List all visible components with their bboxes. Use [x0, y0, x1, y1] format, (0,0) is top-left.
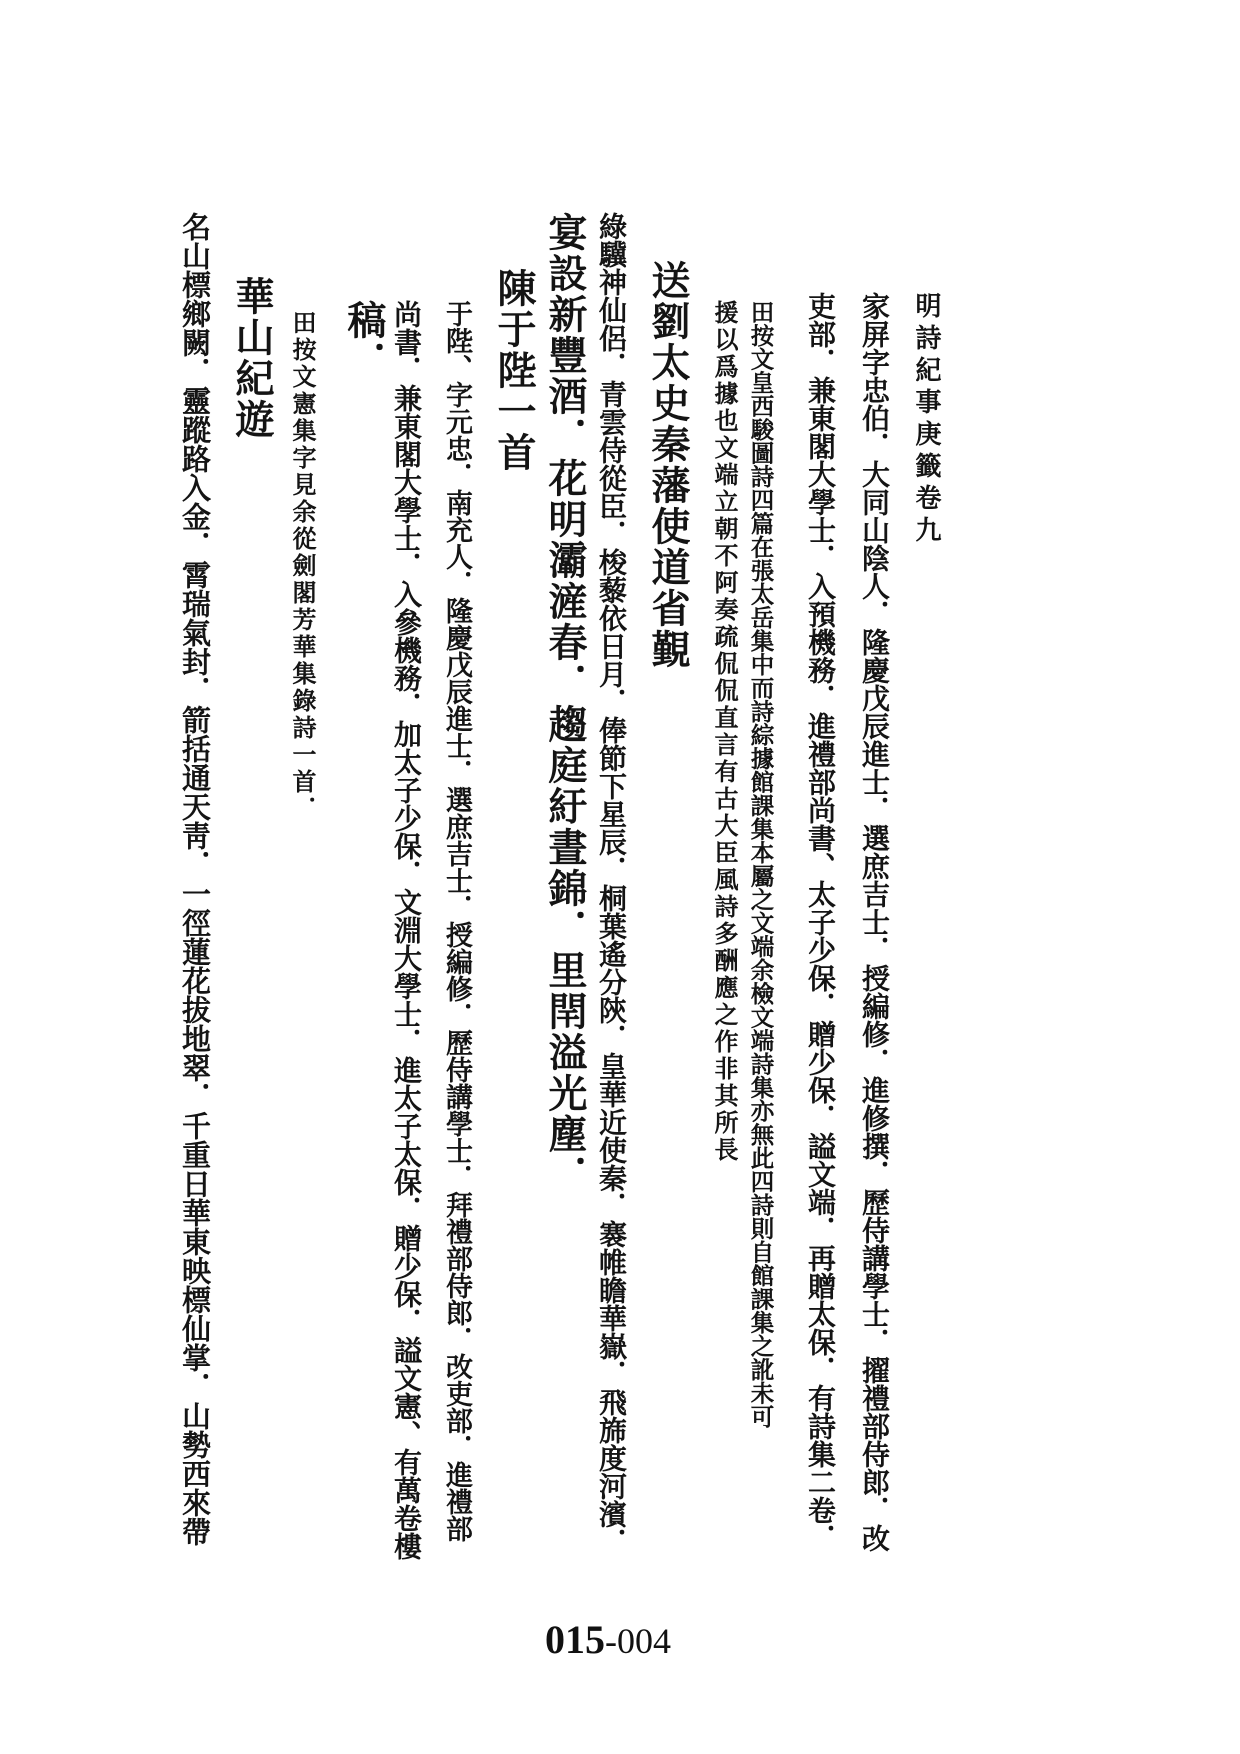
poem-title-2: 華山紀遊	[229, 276, 275, 440]
biography-column-2: 尚書．兼東閣大學士．入參機務．加太子少保．文淵大學士．進太子太保．贈少保．謚文憲、有萬卷樓	[390, 300, 423, 1560]
poem-line-2: 宴設新豐酒．花明灞滻春．趨庭紆晝錦．里閈溢光塵．	[542, 212, 588, 1196]
header-book-title: 明詩紀事	[911, 292, 941, 420]
header-section: 庚籤	[911, 420, 941, 484]
annotation-column-3: 田按文憲集字見余從劍閣芳華集錄詩一首．	[288, 310, 317, 823]
annotation-column-2: 援以爲據也文端立朝不阿奏疏侃侃直言有古大臣風詩多酬應之作非其所長	[710, 300, 739, 1164]
poem-line-1: 綠驥神仙侶．青雲侍從臣．梭藜依日月．俸節下星辰．桐葉遙分陝．皇華近使秦．褰帷瞻華嶽．飛旆度河濱．	[595, 212, 628, 1556]
page-number-sub: -004	[605, 1621, 671, 1661]
header-volume: 卷九	[911, 484, 941, 548]
biography-column-3: 稿．	[341, 300, 387, 382]
running-header	[908, 292, 944, 548]
annotation-column-1: 田按文皇西駿圖詩四篇在張太岳集中而詩綜據館課集本屬之文端余檢文端詩集亦無此四詩則自館課集之訛未可	[746, 300, 775, 1428]
text-column-2: 吏部．兼東閣大學士．入預機務．進禮部尚書、太子少保．贈少保．謚文端．再贈太保．有詩集二卷．	[804, 292, 837, 1552]
poem-line-3: 名山標鄉闕．靈蹤路入金．霄瑞氣封．箭括通天靑．一徑蓮花拔地翠．千重日華東映標仙掌．山勢西來帶	[178, 212, 212, 1546]
biography-column-1: 于陛、字元忠．南充人．隆慶戊辰進士．選庶吉士．授編修．歷侍講學士．拜禮部侍郎．改吏部．進禮部	[441, 300, 472, 1542]
page-number	[545, 1616, 671, 1663]
page-number-main: 015	[545, 1617, 605, 1662]
author-heading: 陳于陛一首	[491, 268, 537, 473]
text-column-1: 家屏字忠伯．大同山陰人．隆慶戊辰進士．選庶吉士．授編修．進修撰．歷侍講學士．擢禮部侍郎．改	[858, 292, 891, 1552]
poem-title-1: 送劉太史秦藩使道省覲	[645, 260, 691, 670]
